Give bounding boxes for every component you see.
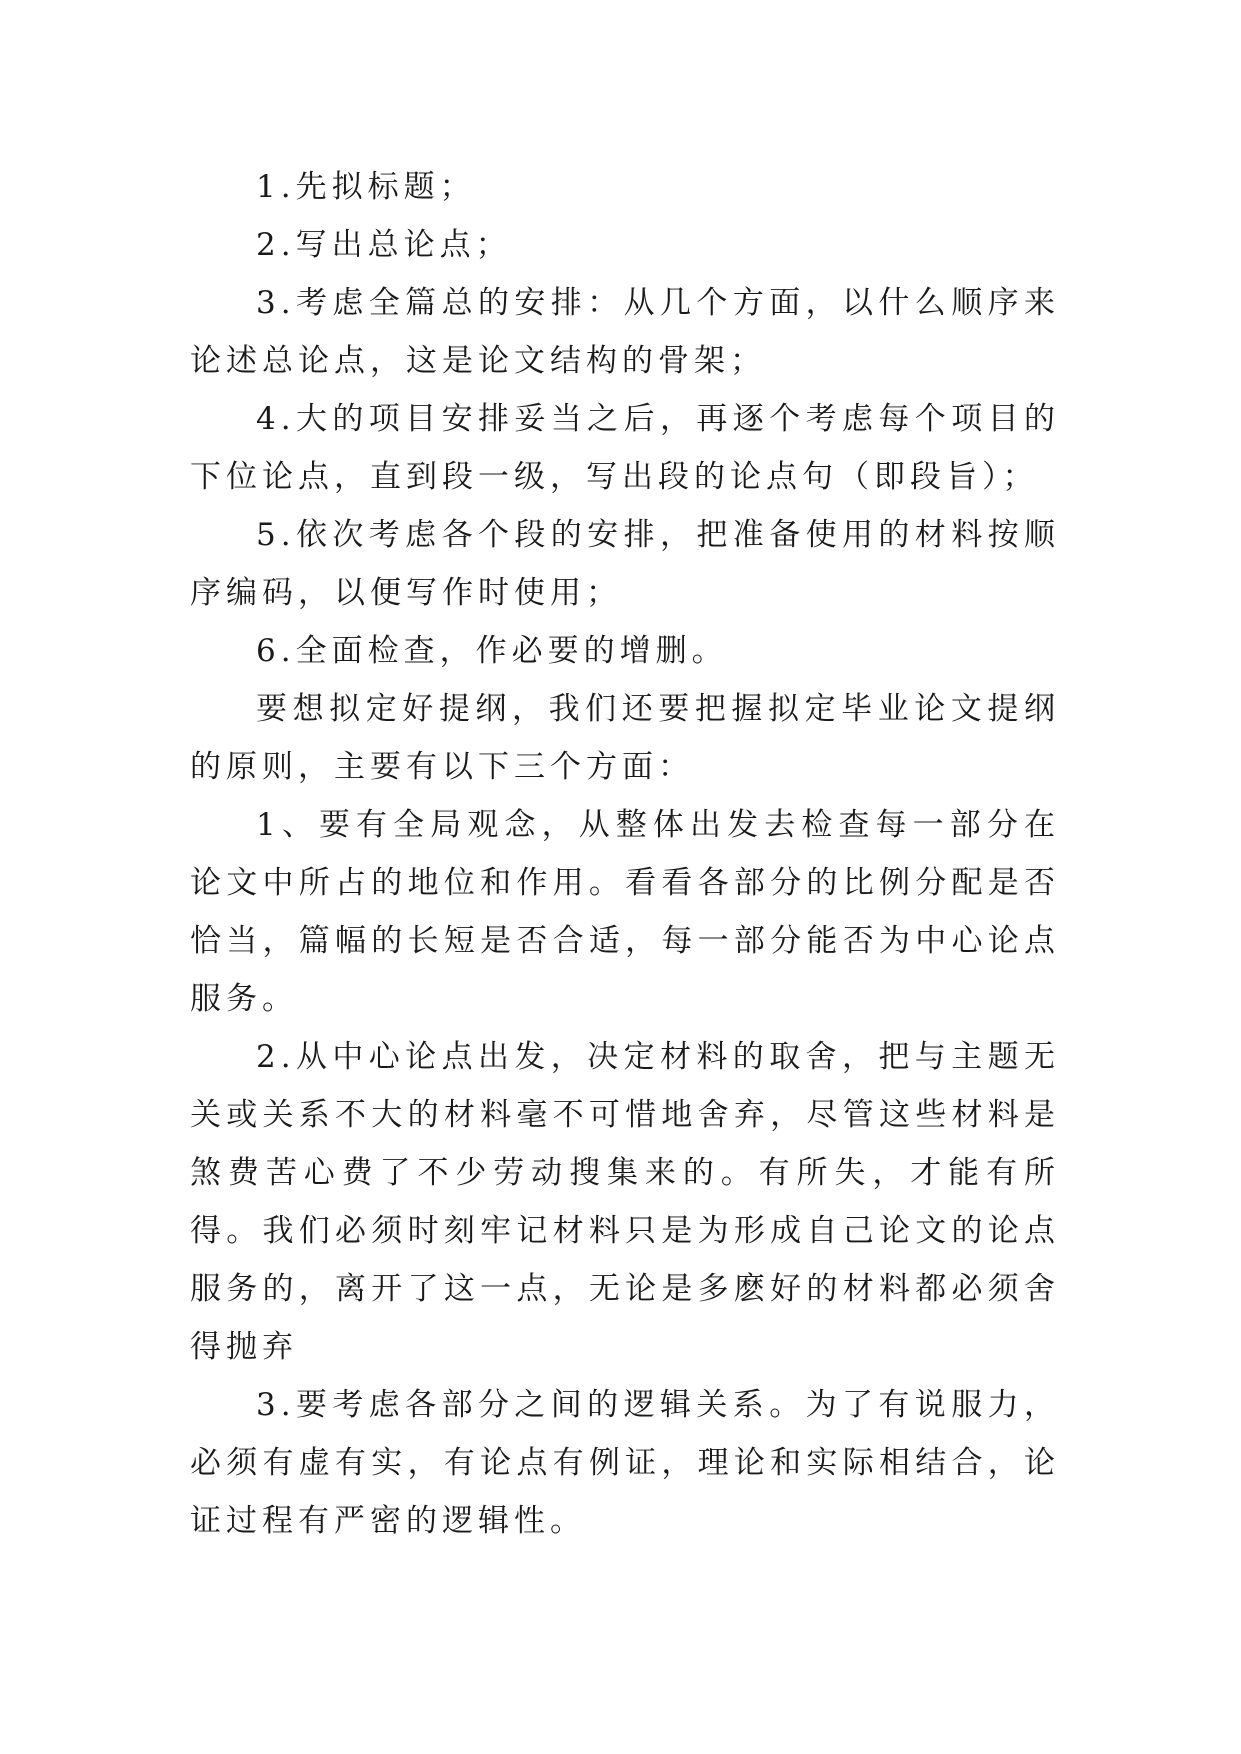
paragraph-step-5: 5.依次考虑各个段的安排，把准备使用的材料按顺序编码，以便写作时使用； — [190, 517, 1060, 611]
paragraph-step-4: 4.大的项目安排妥当之后，再逐个考虑每个项目的下位论点，直到段一级，写出段的论点句（即段旨）； — [190, 401, 1060, 495]
paragraph-step-3: 3.考虑全篇总的安排：从几个方面，以什么顺序来论述总论点，这是论文结构的骨架； — [190, 285, 1060, 379]
paragraph-principle-1: 1、要有全局观念，从整体出发去检查每一部分在论文中所占的地位和作用。看看各部分的比例分配是否恰当，篇幅的长短是否合适，每一部分能否为中心论点服务。 — [190, 807, 1060, 1017]
document-body — [190, 158, 1060, 1550]
paragraph-step-6: 6.全面检查，作必要的增删。 — [256, 633, 728, 669]
paragraph-principle-3: 3.要考虑各部分之间的逻辑关系。为了有说服力，必须有虚有实，有论点有例证，理论和实际相结合，论证过程有严密的逻辑性。 — [190, 1387, 1060, 1539]
paragraph-principle-2: 2.从中心论点出发，决定材料的取舍，把与主题无关或关系不大的材料毫不可惜地舍弃，尽管这些材料是煞费苦心费了不少劳动搜集来的。有所失，才能有所得。我们必须时刻牢记材料只是为形成自己论文的论点服务的，离开了这一点，无论是多麽好的材料都必须舍得抛弃 — [190, 1039, 1060, 1365]
paragraph-principles-intro: 要想拟定好提纲，我们还要把握拟定毕业论文提纲的原则，主要有以下三个方面： — [190, 691, 1060, 785]
paragraph-step-2: 2.写出总论点； — [256, 227, 512, 263]
paragraph-step-1: 1.先拟标题； — [256, 169, 476, 205]
